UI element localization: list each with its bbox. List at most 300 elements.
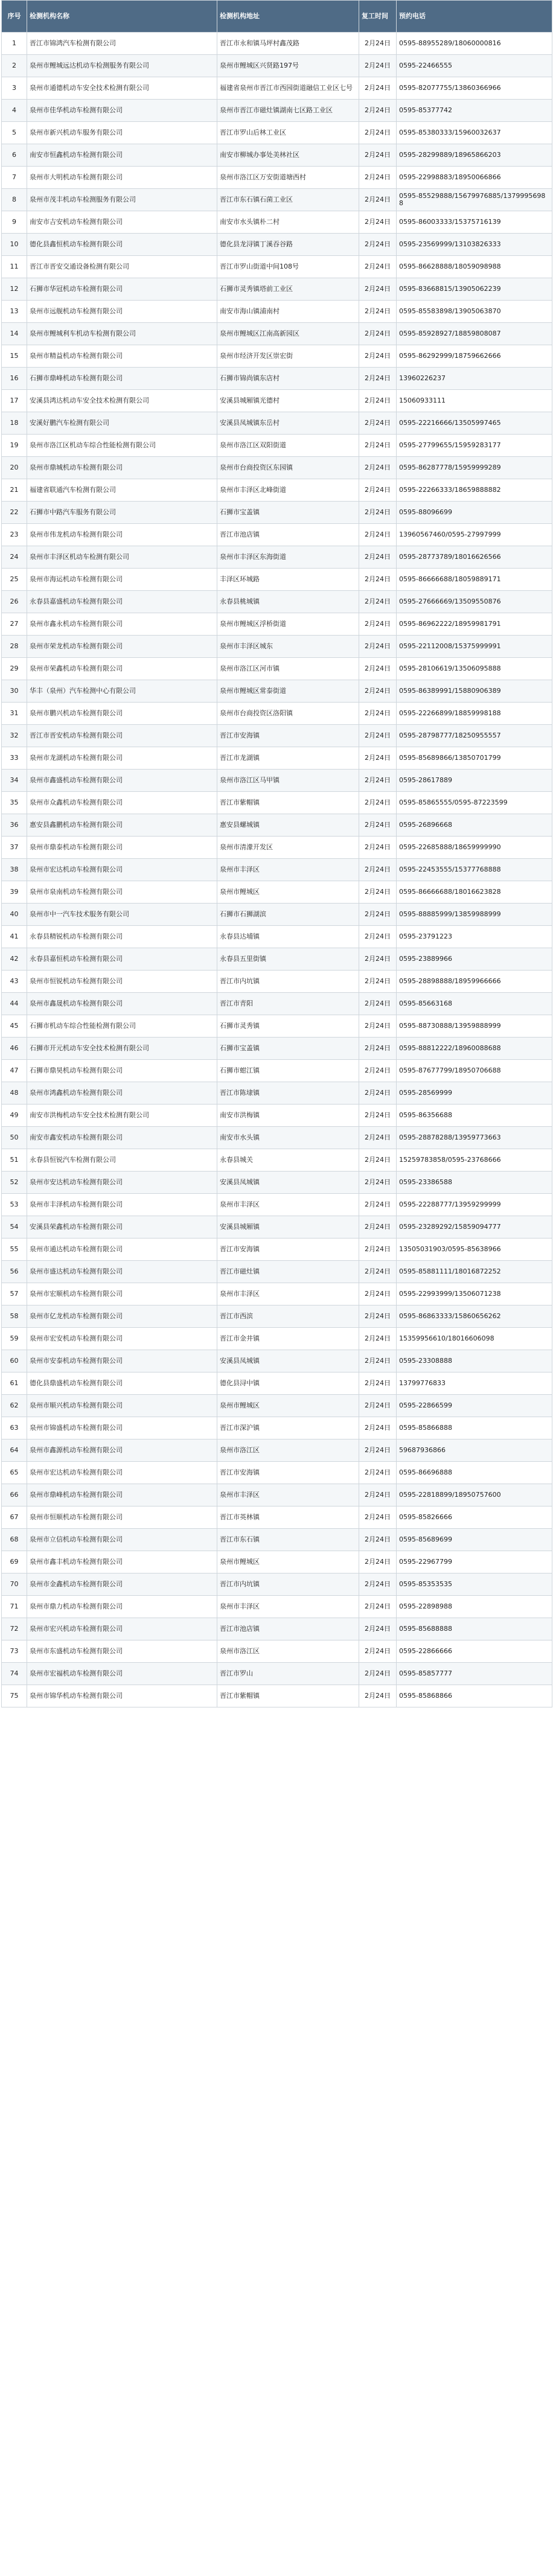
row-phone: 0595-88955289/18060000816 bbox=[397, 33, 552, 55]
row-phone: 0595-86962222/18959981791 bbox=[397, 613, 552, 636]
row-index: 39 bbox=[2, 881, 27, 904]
row-address: 泉州市丰泽区 bbox=[217, 1596, 359, 1618]
row-index: 74 bbox=[2, 1663, 27, 1685]
row-index: 25 bbox=[2, 569, 27, 591]
row-address: 晋江市青阳 bbox=[217, 993, 359, 1015]
table-row bbox=[2, 591, 552, 613]
row-phone: 0595-28798777/18250955557 bbox=[397, 725, 552, 747]
table-row bbox=[2, 971, 552, 993]
row-phone: 0595-85928927/18859808087 bbox=[397, 323, 552, 345]
table-row bbox=[2, 301, 552, 323]
table-row bbox=[2, 1395, 552, 1417]
row-name: 石狮市鼎峰机动车检测有限公司 bbox=[27, 368, 217, 390]
row-address: 永春县城关 bbox=[217, 1149, 359, 1172]
row-phone: 0595-22866599 bbox=[397, 1395, 552, 1417]
row-index: 62 bbox=[2, 1395, 27, 1417]
row-address: 永春县达埔镇 bbox=[217, 926, 359, 948]
row-name: 安溪县鸿达机动车安全技术检测有限公司 bbox=[27, 390, 217, 412]
row-address: 晋江市安海镇 bbox=[217, 1462, 359, 1484]
row-index: 12 bbox=[2, 278, 27, 301]
row-name: 泉州市鼎力机动车检测有限公司 bbox=[27, 1596, 217, 1618]
row-address: 南安市柳城办事处美林社区 bbox=[217, 144, 359, 167]
table-row bbox=[2, 1216, 552, 1239]
row-address: 泉州市经济开发区崇宏街 bbox=[217, 345, 359, 368]
row-date: 2月24日 bbox=[359, 1328, 397, 1350]
row-date: 2月24日 bbox=[359, 1573, 397, 1596]
row-address: 泉州市丰泽区 bbox=[217, 1484, 359, 1506]
table-row bbox=[2, 1328, 552, 1350]
row-date: 2月24日 bbox=[359, 1060, 397, 1082]
row-index: 50 bbox=[2, 1127, 27, 1149]
row-phone: 0595-85857777 bbox=[397, 1663, 552, 1685]
row-phone: 0595-27799655/15959283177 bbox=[397, 435, 552, 457]
row-index: 72 bbox=[2, 1618, 27, 1640]
row-name: 泉州市丰泽区机动车检测有限公司 bbox=[27, 546, 217, 569]
table-row bbox=[2, 747, 552, 770]
row-date: 2月24日 bbox=[359, 1462, 397, 1484]
row-index: 36 bbox=[2, 814, 27, 837]
row-name: 泉州市鑫盛机动车检测有限公司 bbox=[27, 770, 217, 792]
row-phone: 0595-86696888 bbox=[397, 1462, 552, 1484]
row-address: 晋江市紫帽镇 bbox=[217, 792, 359, 814]
row-phone: 0595-22998883/18950066866 bbox=[397, 167, 552, 189]
row-address: 泉州市洛江区双阳街道 bbox=[217, 435, 359, 457]
row-phone: 0595-22866666 bbox=[397, 1640, 552, 1663]
header-name: 检测机构名称 bbox=[27, 1, 217, 33]
row-phone: 0595-22993999/13506071238 bbox=[397, 1283, 552, 1306]
row-phone: 0595-28878288/13959773663 bbox=[397, 1127, 552, 1149]
row-index: 9 bbox=[2, 211, 27, 234]
row-name: 南安市吉安机动车检测有限公司 bbox=[27, 211, 217, 234]
row-date: 2月24日 bbox=[359, 814, 397, 837]
row-index: 6 bbox=[2, 144, 27, 167]
row-date: 2月24日 bbox=[359, 435, 397, 457]
row-phone: 0595-86389991/15880906389 bbox=[397, 680, 552, 703]
row-phone: 0595-85868866 bbox=[397, 1685, 552, 1707]
table-row bbox=[2, 144, 552, 167]
row-address: 晋江市深沪镇 bbox=[217, 1417, 359, 1439]
row-name: 泉州市大明机动车检测有限公司 bbox=[27, 167, 217, 189]
table-row bbox=[2, 770, 552, 792]
table-row bbox=[2, 189, 552, 211]
row-address: 晋江市西滨 bbox=[217, 1306, 359, 1328]
row-date: 2月24日 bbox=[359, 1283, 397, 1306]
table-row bbox=[2, 1596, 552, 1618]
table-row bbox=[2, 1618, 552, 1640]
row-phone: 0595-22466555 bbox=[397, 55, 552, 77]
row-address: 石狮市蚶江镇 bbox=[217, 1060, 359, 1082]
row-address: 泉州市台商投资区东园镇 bbox=[217, 457, 359, 479]
table-body bbox=[2, 33, 552, 1707]
row-date: 2月24日 bbox=[359, 457, 397, 479]
row-address: 泉州市鲤城区 bbox=[217, 1395, 359, 1417]
row-date: 2月24日 bbox=[359, 859, 397, 881]
row-date: 2月24日 bbox=[359, 926, 397, 948]
row-address: 石狮市灵秀镇 bbox=[217, 1015, 359, 1038]
table-row bbox=[2, 1283, 552, 1306]
row-date: 2月24日 bbox=[359, 345, 397, 368]
row-index: 46 bbox=[2, 1038, 27, 1060]
row-date: 2月24日 bbox=[359, 479, 397, 502]
row-phone: 0595-85866888 bbox=[397, 1417, 552, 1439]
row-name: 永春县嘉恒机动车检测有限公司 bbox=[27, 948, 217, 971]
row-name: 南安市恒鑫机动车检测有限公司 bbox=[27, 144, 217, 167]
row-date: 2月24日 bbox=[359, 1640, 397, 1663]
row-address: 泉州市鲤城区江南高新园区 bbox=[217, 323, 359, 345]
row-phone: 0595-85583898/13905063870 bbox=[397, 301, 552, 323]
row-phone: 0595-85826666 bbox=[397, 1506, 552, 1529]
table-row bbox=[2, 1127, 552, 1149]
row-name: 泉州市泉南机动车检测有限公司 bbox=[27, 881, 217, 904]
row-name: 石狮市开元机动车安全技术检测有限公司 bbox=[27, 1038, 217, 1060]
row-phone: 0595-22112008/15375999991 bbox=[397, 636, 552, 658]
row-name: 泉州市众鑫机动车检测有限公司 bbox=[27, 792, 217, 814]
row-name: 德化县鑫恒机动车检测有限公司 bbox=[27, 234, 217, 256]
row-name: 泉州市锦盛机动车检测有限公司 bbox=[27, 1417, 217, 1439]
row-phone: 0595-83668815/13905062239 bbox=[397, 278, 552, 301]
row-phone: 0595-23889966 bbox=[397, 948, 552, 971]
row-name: 晋江市晋安机动车检测有限公司 bbox=[27, 725, 217, 747]
row-phone: 0595-22967799 bbox=[397, 1551, 552, 1573]
row-index: 65 bbox=[2, 1462, 27, 1484]
row-address: 永春县桃城镇 bbox=[217, 591, 359, 613]
row-phone: 0595-85865555/0595-87223599 bbox=[397, 792, 552, 814]
table-row bbox=[2, 100, 552, 122]
row-name: 泉州市海运机动车检测有限公司 bbox=[27, 569, 217, 591]
table-row bbox=[2, 1060, 552, 1082]
header-index: 序号 bbox=[2, 1, 27, 33]
row-address: 泉州市洛江区 bbox=[217, 1439, 359, 1462]
row-address: 石狮市锦尚镇东店村 bbox=[217, 368, 359, 390]
table-row bbox=[2, 569, 552, 591]
row-address: 德化县龙浔镇丁溪吞谷路 bbox=[217, 234, 359, 256]
row-date: 2月24日 bbox=[359, 680, 397, 703]
row-index: 13 bbox=[2, 301, 27, 323]
row-index: 35 bbox=[2, 792, 27, 814]
row-date: 2月24日 bbox=[359, 725, 397, 747]
row-date: 2月24日 bbox=[359, 1439, 397, 1462]
header-date: 复工时间 bbox=[359, 1, 397, 33]
row-name: 泉州市顺兴机动车检测有限公司 bbox=[27, 1395, 217, 1417]
row-name: 德化县鼎盛机动车检测有限公司 bbox=[27, 1372, 217, 1395]
row-phone: 0595-23791223 bbox=[397, 926, 552, 948]
row-address: 丰泽区环城路 bbox=[217, 569, 359, 591]
row-phone: 0595-28106619/13506095888 bbox=[397, 658, 552, 680]
row-index: 16 bbox=[2, 368, 27, 390]
table-row bbox=[2, 1194, 552, 1216]
row-date: 2月24日 bbox=[359, 1529, 397, 1551]
row-index: 32 bbox=[2, 725, 27, 747]
table-row bbox=[2, 77, 552, 100]
table-row bbox=[2, 167, 552, 189]
row-date: 2月24日 bbox=[359, 1149, 397, 1172]
table-row bbox=[2, 457, 552, 479]
header-phone: 预约电话 bbox=[397, 1, 552, 33]
row-phone: 15060933111 bbox=[397, 390, 552, 412]
row-index: 34 bbox=[2, 770, 27, 792]
row-date: 2月24日 bbox=[359, 747, 397, 770]
table-row bbox=[2, 1015, 552, 1038]
row-phone: 0595-28299889/18965866203 bbox=[397, 144, 552, 167]
row-name: 泉州市金鑫机动车检测有限公司 bbox=[27, 1573, 217, 1596]
row-index: 14 bbox=[2, 323, 27, 345]
row-name: 泉州市鑫晟机动车检测有限公司 bbox=[27, 993, 217, 1015]
row-date: 2月24日 bbox=[359, 278, 397, 301]
row-name: 泉州市荣龙机动车检测有限公司 bbox=[27, 636, 217, 658]
table-row bbox=[2, 390, 552, 412]
row-phone: 0595-26896668 bbox=[397, 814, 552, 837]
row-phone: 0595-85688888 bbox=[397, 1618, 552, 1640]
row-index: 5 bbox=[2, 122, 27, 144]
row-index: 37 bbox=[2, 837, 27, 859]
table-row bbox=[2, 703, 552, 725]
row-index: 71 bbox=[2, 1596, 27, 1618]
row-date: 2月24日 bbox=[359, 167, 397, 189]
row-address: 永春县五里街镇 bbox=[217, 948, 359, 971]
row-address: 泉州市丰泽区东海街道 bbox=[217, 546, 359, 569]
row-phone: 0595-86863333/15860656262 bbox=[397, 1306, 552, 1328]
row-date: 2月24日 bbox=[359, 1372, 397, 1395]
row-name: 石狮市华冠机动车检测有限公司 bbox=[27, 278, 217, 301]
row-index: 70 bbox=[2, 1573, 27, 1596]
row-address: 泉州市洛江区河市镇 bbox=[217, 658, 359, 680]
table-row bbox=[2, 1439, 552, 1462]
row-address: 晋江市陈埭镇 bbox=[217, 1082, 359, 1105]
row-address: 泉州市晋江市磁灶镇湖南七区路工业区 bbox=[217, 100, 359, 122]
row-name: 泉州市鑫源机动车检测有限公司 bbox=[27, 1439, 217, 1462]
row-date: 2月24日 bbox=[359, 234, 397, 256]
row-address: 晋江市龙湖镇 bbox=[217, 747, 359, 770]
row-date: 2月24日 bbox=[359, 881, 397, 904]
row-date: 2月24日 bbox=[359, 792, 397, 814]
table-row bbox=[2, 1529, 552, 1551]
row-address: 晋江市罗山街道中间108号 bbox=[217, 256, 359, 278]
row-phone: 0595-23386588 bbox=[397, 1172, 552, 1194]
table-row bbox=[2, 524, 552, 546]
row-date: 2月24日 bbox=[359, 658, 397, 680]
row-address: 晋江市东石镇 bbox=[217, 1529, 359, 1551]
row-name: 泉州市宏顺机动车检测有限公司 bbox=[27, 1283, 217, 1306]
row-name: 泉州市鑫永机动车检测有限公司 bbox=[27, 613, 217, 636]
row-index: 21 bbox=[2, 479, 27, 502]
row-index: 63 bbox=[2, 1417, 27, 1439]
row-date: 2月24日 bbox=[359, 1306, 397, 1328]
row-name: 泉州市立信机动车检测有限公司 bbox=[27, 1529, 217, 1551]
row-address: 惠安县螺城镇 bbox=[217, 814, 359, 837]
table-row bbox=[2, 725, 552, 747]
row-index: 4 bbox=[2, 100, 27, 122]
row-index: 56 bbox=[2, 1261, 27, 1283]
row-phone: 0595-88885999/13859988999 bbox=[397, 904, 552, 926]
row-date: 2月24日 bbox=[359, 1663, 397, 1685]
row-address: 晋江市英林镇 bbox=[217, 1506, 359, 1529]
row-index: 1 bbox=[2, 33, 27, 55]
row-index: 2 bbox=[2, 55, 27, 77]
row-date: 2月24日 bbox=[359, 1551, 397, 1573]
row-date: 2月24日 bbox=[359, 993, 397, 1015]
row-index: 20 bbox=[2, 457, 27, 479]
row-name: 泉州市安达机动车检测有限公司 bbox=[27, 1172, 217, 1194]
row-date: 2月24日 bbox=[359, 1685, 397, 1707]
row-date: 2月24日 bbox=[359, 1506, 397, 1529]
row-index: 28 bbox=[2, 636, 27, 658]
row-address: 泉州市台商投资区洛阳镇 bbox=[217, 703, 359, 725]
row-index: 27 bbox=[2, 613, 27, 636]
row-address: 南安市海山镇浦南村 bbox=[217, 301, 359, 323]
row-name: 永春县嘉盛机动车检测有限公司 bbox=[27, 591, 217, 613]
row-name: 泉州市安泰机动车检测有限公司 bbox=[27, 1350, 217, 1372]
row-address: 晋江市永和镇马坪村鑫茂路 bbox=[217, 33, 359, 55]
row-phone: 0595-85529888/15679976885/13799956988 bbox=[397, 189, 552, 211]
row-date: 2月24日 bbox=[359, 412, 397, 435]
row-index: 18 bbox=[2, 412, 27, 435]
row-date: 2月24日 bbox=[359, 770, 397, 792]
table-row bbox=[2, 368, 552, 390]
row-name: 泉州市鲤城远达机动车检测服务有限公司 bbox=[27, 55, 217, 77]
row-index: 68 bbox=[2, 1529, 27, 1551]
table-row bbox=[2, 412, 552, 435]
table-row bbox=[2, 55, 552, 77]
row-phone: 0595-86628888/18059098988 bbox=[397, 256, 552, 278]
row-date: 2月24日 bbox=[359, 33, 397, 55]
row-index: 24 bbox=[2, 546, 27, 569]
table-row bbox=[2, 256, 552, 278]
row-name: 泉州市洛江区机动车综合性能检测有限公司 bbox=[27, 435, 217, 457]
table-row bbox=[2, 993, 552, 1015]
row-address: 安溪县凤城镇 bbox=[217, 1350, 359, 1372]
row-address: 泉州市洛江区马甲镇 bbox=[217, 770, 359, 792]
table-row bbox=[2, 1261, 552, 1283]
row-phone: 0595-82077755/13860366966 bbox=[397, 77, 552, 100]
row-address: 南安市水头镇朴二村 bbox=[217, 211, 359, 234]
table-header-row bbox=[2, 1, 552, 33]
row-phone: 0595-28569999 bbox=[397, 1082, 552, 1105]
row-index: 47 bbox=[2, 1060, 27, 1082]
row-date: 2月24日 bbox=[359, 1395, 397, 1417]
row-phone: 0595-85881111/18016872252 bbox=[397, 1261, 552, 1283]
row-name: 泉州市精益机动车检测有限公司 bbox=[27, 345, 217, 368]
row-index: 7 bbox=[2, 167, 27, 189]
row-phone: 0595-27666669/13509550876 bbox=[397, 591, 552, 613]
row-date: 2月24日 bbox=[359, 77, 397, 100]
row-index: 43 bbox=[2, 971, 27, 993]
row-phone: 0595-85663168 bbox=[397, 993, 552, 1015]
table-row bbox=[2, 1350, 552, 1372]
row-name: 石狮市中路汽车服务有限公司 bbox=[27, 502, 217, 524]
row-index: 73 bbox=[2, 1640, 27, 1663]
row-phone: 15359956610/18016606098 bbox=[397, 1328, 552, 1350]
row-address: 晋江市金井镇 bbox=[217, 1328, 359, 1350]
row-index: 57 bbox=[2, 1283, 27, 1306]
table-row bbox=[2, 234, 552, 256]
row-index: 26 bbox=[2, 591, 27, 613]
row-name: 泉州市远舰机动车检测有限公司 bbox=[27, 301, 217, 323]
row-index: 10 bbox=[2, 234, 27, 256]
row-name: 泉州市亿龙机动车检测有限公司 bbox=[27, 1306, 217, 1328]
row-index: 67 bbox=[2, 1506, 27, 1529]
row-date: 2月24日 bbox=[359, 189, 397, 211]
table-row bbox=[2, 613, 552, 636]
row-phone: 0595-22685888/18659999990 bbox=[397, 837, 552, 859]
row-phone: 0595-88730888/13959888999 bbox=[397, 1015, 552, 1038]
row-phone: 0595-87677799/18950706688 bbox=[397, 1060, 552, 1082]
row-phone: 0595-22216666/13505997465 bbox=[397, 412, 552, 435]
row-date: 2月24日 bbox=[359, 1082, 397, 1105]
row-name: 南安市鑫安机动车检测有限公司 bbox=[27, 1127, 217, 1149]
row-name: 晋江市晋安交通设备检测有限公司 bbox=[27, 256, 217, 278]
row-name: 安溪好鹏汽车检测有限公司 bbox=[27, 412, 217, 435]
row-address: 晋江市内坑镇 bbox=[217, 1573, 359, 1596]
row-name: 泉州市鼎泰机动车检测有限公司 bbox=[27, 837, 217, 859]
row-date: 2月24日 bbox=[359, 837, 397, 859]
row-name: 泉州市盛达机动车检测有限公司 bbox=[27, 1261, 217, 1283]
row-index: 54 bbox=[2, 1216, 27, 1239]
row-address: 晋江市罗山 bbox=[217, 1663, 359, 1685]
table-row bbox=[2, 278, 552, 301]
row-index: 66 bbox=[2, 1484, 27, 1506]
row-date: 2月24日 bbox=[359, 1239, 397, 1261]
row-date: 2月24日 bbox=[359, 546, 397, 569]
row-address: 晋江市内坑镇 bbox=[217, 971, 359, 993]
row-name: 泉州市鲤城利车机动车检测有限公司 bbox=[27, 323, 217, 345]
row-date: 2月24日 bbox=[359, 1484, 397, 1506]
row-date: 2月24日 bbox=[359, 1194, 397, 1216]
row-index: 42 bbox=[2, 948, 27, 971]
table-row bbox=[2, 1640, 552, 1663]
row-phone: 0595-86003333/15375716139 bbox=[397, 211, 552, 234]
row-phone: 0595-86287778/15959999289 bbox=[397, 457, 552, 479]
row-date: 2月24日 bbox=[359, 1015, 397, 1038]
row-address: 泉州市鲤城区浮桥街道 bbox=[217, 613, 359, 636]
row-address: 泉州市丰泽区北峰街道 bbox=[217, 479, 359, 502]
table-row bbox=[2, 1573, 552, 1596]
row-index: 41 bbox=[2, 926, 27, 948]
table-row bbox=[2, 859, 552, 881]
row-index: 40 bbox=[2, 904, 27, 926]
row-address: 泉州市鲤城区 bbox=[217, 1551, 359, 1573]
row-address: 泉州市丰泽区 bbox=[217, 859, 359, 881]
row-name: 永春县精锐机动车检测有限公司 bbox=[27, 926, 217, 948]
row-address: 泉州市丰泽区 bbox=[217, 1194, 359, 1216]
row-index: 44 bbox=[2, 993, 27, 1015]
row-index: 15 bbox=[2, 345, 27, 368]
row-date: 2月24日 bbox=[359, 100, 397, 122]
table-row bbox=[2, 1462, 552, 1484]
row-phone: 0595-22898988 bbox=[397, 1596, 552, 1618]
row-date: 2月24日 bbox=[359, 301, 397, 323]
row-phone: 0595-28617889 bbox=[397, 770, 552, 792]
row-date: 2月24日 bbox=[359, 1038, 397, 1060]
row-date: 2月24日 bbox=[359, 502, 397, 524]
row-index: 17 bbox=[2, 390, 27, 412]
row-name: 泉州市锦华机动车检测有限公司 bbox=[27, 1685, 217, 1707]
table-row bbox=[2, 680, 552, 703]
row-address: 泉州市鲤城区常泰街道 bbox=[217, 680, 359, 703]
row-index: 59 bbox=[2, 1328, 27, 1350]
table-row bbox=[2, 502, 552, 524]
row-name: 泉州市荣鑫机动车检测有限公司 bbox=[27, 658, 217, 680]
row-phone: 0595-85689699 bbox=[397, 1529, 552, 1551]
row-index: 69 bbox=[2, 1551, 27, 1573]
row-index: 38 bbox=[2, 859, 27, 881]
table-row bbox=[2, 636, 552, 658]
table-row bbox=[2, 345, 552, 368]
row-phone: 0595-88812222/18960088688 bbox=[397, 1038, 552, 1060]
row-date: 2月24日 bbox=[359, 1127, 397, 1149]
row-name: 泉州市恒顺机动车检测有限公司 bbox=[27, 1506, 217, 1529]
row-phone: 0595-28898888/18959966666 bbox=[397, 971, 552, 993]
row-name: 泉州市鼎峰机动车检测有限公司 bbox=[27, 1484, 217, 1506]
